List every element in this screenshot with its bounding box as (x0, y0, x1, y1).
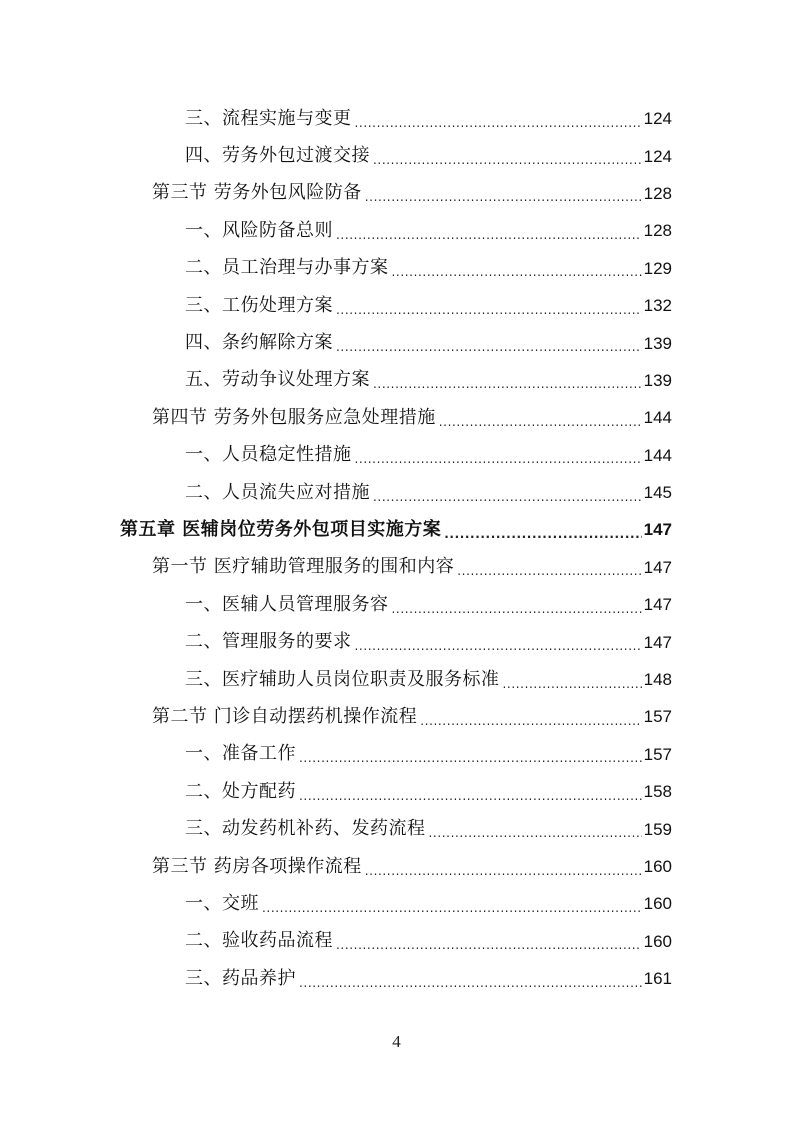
toc-dot-leader (439, 416, 642, 428)
toc-entry-title: 三、工伤处理方案 (185, 294, 333, 316)
toc-dot-leader (373, 491, 642, 503)
toc-dot-leader (392, 603, 642, 615)
toc-entry-page: 160 (643, 931, 672, 951)
toc-entry-page: 157 (643, 744, 672, 764)
toc-entry-title: 二、处方配药 (185, 780, 296, 802)
toc-dot-leader (336, 939, 642, 951)
toc-entry-page: 148 (643, 670, 672, 690)
toc-entry-page: 147 (643, 520, 672, 540)
toc-entry[interactable] (0, 250, 793, 287)
toc-entry[interactable] (0, 661, 793, 698)
toc-dot-leader (365, 191, 642, 203)
page-number: 4 (392, 1032, 401, 1051)
toc-entry-title: 一、准备工作 (185, 743, 296, 765)
toc-entry-title: 二、验收药品流程 (185, 930, 333, 952)
toc-dot-leader (503, 678, 642, 690)
toc-dot-leader (373, 378, 642, 390)
toc-entry[interactable] (0, 586, 793, 623)
toc-dot-leader (299, 752, 642, 764)
toc-entry[interactable] (0, 287, 793, 324)
toc-entry[interactable] (0, 773, 793, 810)
toc-entry-title: 第五章 医辅岗位劳务外包项目实施方案 (120, 518, 442, 540)
toc-entry-page: 158 (643, 782, 672, 802)
toc-dot-leader (373, 154, 642, 166)
toc-entry[interactable] (0, 623, 793, 660)
toc-entry-title: 三、动发药机补药、发药流程 (185, 818, 426, 840)
toc-entry-title: 一、交班 (185, 892, 259, 914)
toc-entry-title: 第二节 门诊自动摆药机操作流程 (152, 705, 418, 727)
toc-entry-page: 147 (643, 557, 672, 577)
toc-entry[interactable] (0, 810, 793, 847)
toc-entry-title: 五、劳动争议处理方案 (185, 369, 370, 391)
toc-dot-leader (392, 266, 642, 278)
toc-entry-title: 四、条约解除方案 (185, 332, 333, 354)
toc-entry-title: 第四节 劳务外包服务应急处理措施 (152, 406, 436, 428)
toc-entry-title: 一、风险防备总则 (185, 219, 333, 241)
toc-dot-leader (355, 117, 642, 129)
toc-entry-page: 124 (643, 109, 672, 129)
toc-dot-leader (355, 640, 642, 652)
toc-entry-title: 三、流程实施与变更 (185, 107, 352, 129)
toc-entry-title: 三、医疗辅助人员岗位职责及服务标准 (185, 668, 500, 690)
toc-entry[interactable] (0, 923, 793, 960)
toc-entry-page: 132 (643, 296, 672, 316)
toc-entry-page: 145 (643, 483, 672, 503)
toc-entry[interactable] (0, 324, 793, 361)
toc-section-entry[interactable] (0, 399, 793, 436)
toc-dot-leader (365, 865, 642, 877)
toc-entry-title: 四、劳务外包过渡交接 (185, 145, 370, 167)
toc-entry-title: 第三节 药房各项操作流程 (152, 855, 362, 877)
toc-entry-page: 144 (643, 408, 672, 428)
toc-entry[interactable] (0, 437, 793, 474)
toc-entry[interactable] (0, 736, 793, 773)
toc-entry-title: 一、医辅人员管理服务容 (185, 593, 389, 615)
toc-entry[interactable] (0, 960, 793, 997)
toc-dot-leader (429, 827, 642, 839)
toc-entry-page: 147 (643, 632, 672, 652)
toc-entry-title: 二、员工治理与办事方案 (185, 257, 389, 279)
toc-entry[interactable] (0, 212, 793, 249)
toc-dot-leader (444, 528, 641, 540)
toc-chapter-entry[interactable] (0, 511, 793, 548)
toc-entry-page: 128 (643, 183, 672, 203)
toc-dot-leader (299, 977, 642, 989)
toc-entry[interactable] (0, 474, 793, 511)
toc-entry-page: 129 (643, 258, 672, 278)
toc-entry-page: 160 (643, 894, 672, 914)
toc-entry-page: 147 (643, 595, 672, 615)
toc-entry-title: 第三节 劳务外包风险防备 (152, 182, 362, 204)
toc-entry-page: 128 (643, 221, 672, 241)
toc-section-entry[interactable] (0, 175, 793, 212)
toc-section-entry[interactable] (0, 549, 793, 586)
toc-entry[interactable] (0, 885, 793, 922)
toc-dot-leader (420, 715, 641, 727)
toc-dot-leader (457, 565, 641, 577)
toc-entry-page: 139 (643, 370, 672, 390)
toc-entry-page: 144 (643, 445, 672, 465)
toc-entry-title: 一、人员稳定性措施 (185, 444, 352, 466)
toc-dot-leader (336, 341, 642, 353)
toc-entry-page: 161 (643, 969, 672, 989)
toc-entry-title: 三、药品养护 (185, 967, 296, 989)
toc-dot-leader (336, 304, 642, 316)
toc-entry-page: 160 (643, 857, 672, 876)
toc-entry[interactable] (0, 362, 793, 399)
toc-dot-leader (336, 229, 642, 241)
toc-dot-leader (299, 790, 642, 802)
toc-entry-page: 124 (643, 146, 672, 166)
toc-entry-title: 二、管理服务的要求 (185, 631, 352, 653)
table-of-contents (0, 100, 793, 997)
toc-dot-leader (262, 902, 642, 914)
toc-entry[interactable] (0, 100, 793, 137)
toc-section-entry[interactable] (0, 698, 793, 735)
toc-entry-page: 139 (643, 333, 672, 353)
toc-section-entry[interactable] (0, 848, 793, 885)
toc-entry-page: 159 (643, 819, 672, 839)
toc-entry-title: 二、人员流失应对措施 (185, 481, 370, 503)
toc-entry-title: 第一节 医疗辅助管理服务的围和内容 (152, 556, 455, 578)
toc-dot-leader (355, 453, 642, 465)
toc-entry[interactable] (0, 137, 793, 174)
toc-entry-page: 157 (643, 707, 672, 727)
